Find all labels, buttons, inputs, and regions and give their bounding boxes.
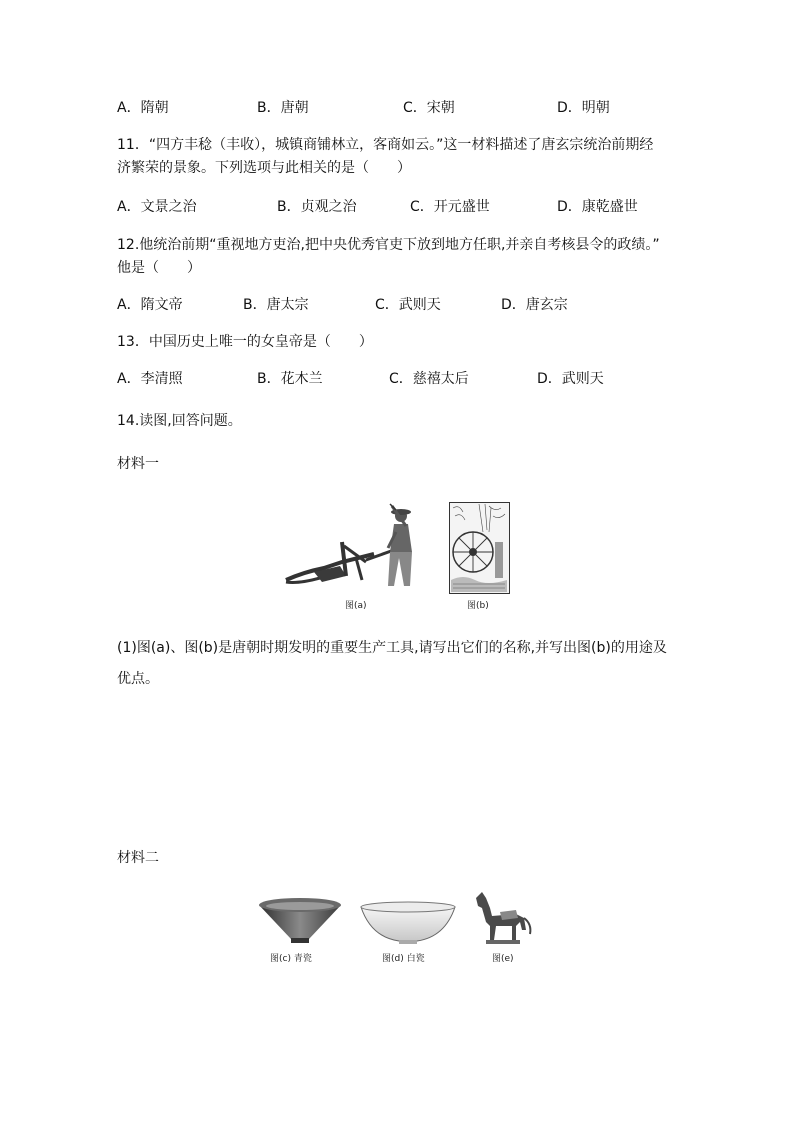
q13-option-d: D．武则天 [537,371,604,387]
q11-option-a: A．文景之治 [117,199,197,215]
q12-stem-line2: 他是（ ） [117,260,201,276]
q13-option-a: A．李清照 [117,371,183,387]
fig-c-caption: 图(c) 青瓷 [270,954,312,964]
q14-sub1-line2: 优点。 [117,671,159,687]
fig-a-plough-image [284,502,430,594]
fig-b-caption: 图(b) [467,601,489,611]
q11-option-d: D．康乾盛世 [557,199,638,215]
q12-option-c: C．武则天 [375,297,441,313]
q10-option-a: A．隋朝 [117,100,169,116]
q14-stem: 14.读图,回答问题。 [117,413,242,429]
q12-option-a: A．隋文帝 [117,297,183,313]
q11-stem-line1: 11．“四方丰稔（丰收），城镇商铺林立，客商如云。”这一材料描述了唐玄宗统治前期经 [117,137,654,153]
material2-label: 材料二 [117,850,159,866]
fig-d-caption: 图(d) 白瓷 [382,954,425,964]
q13-option-c: C．慈禧太后 [389,371,469,387]
fig-e-caption: 图(e) [492,954,514,964]
material1-label: 材料一 [117,456,159,472]
q13-option-b: B．花木兰 [257,371,323,387]
q11-option-b: B．贞观之治 [277,199,357,215]
q11-option-c: C．开元盛世 [410,199,490,215]
q10-option-b: B．唐朝 [257,100,309,116]
q10-option-c: C．宋朝 [403,100,455,116]
q12-stem-line1: 12.他统治前期“重视地方吏治,把中央优秀官吏下放到地方任职,并亲自考核县令的政绩。” [117,237,660,253]
fig-d-white-porcelain-bowl-image [359,897,457,947]
q12-option-b: B．唐太宗 [243,297,309,313]
q10-option-d: D．明朝 [557,100,610,116]
q12-option-d: D．唐玄宗 [501,297,568,313]
fig-b-waterwheel-image [449,502,510,594]
fig-e-glazed-horse-image [470,890,534,948]
q11-stem-line2: 济繁荣的景象。下列选项与此相关的是（ ） [117,160,411,176]
fig-c-celadon-bowl-image [257,895,343,947]
fig-a-caption: 图(a) [345,601,367,611]
q13-stem: 13．中国历史上唯一的女皇帝是（ ） [117,334,373,350]
q14-sub1-line1: (1)图(a)、图(b)是唐朝时期发明的重要生产工具,请写出它们的名称,并写出图(b)的用途及 [117,640,667,656]
